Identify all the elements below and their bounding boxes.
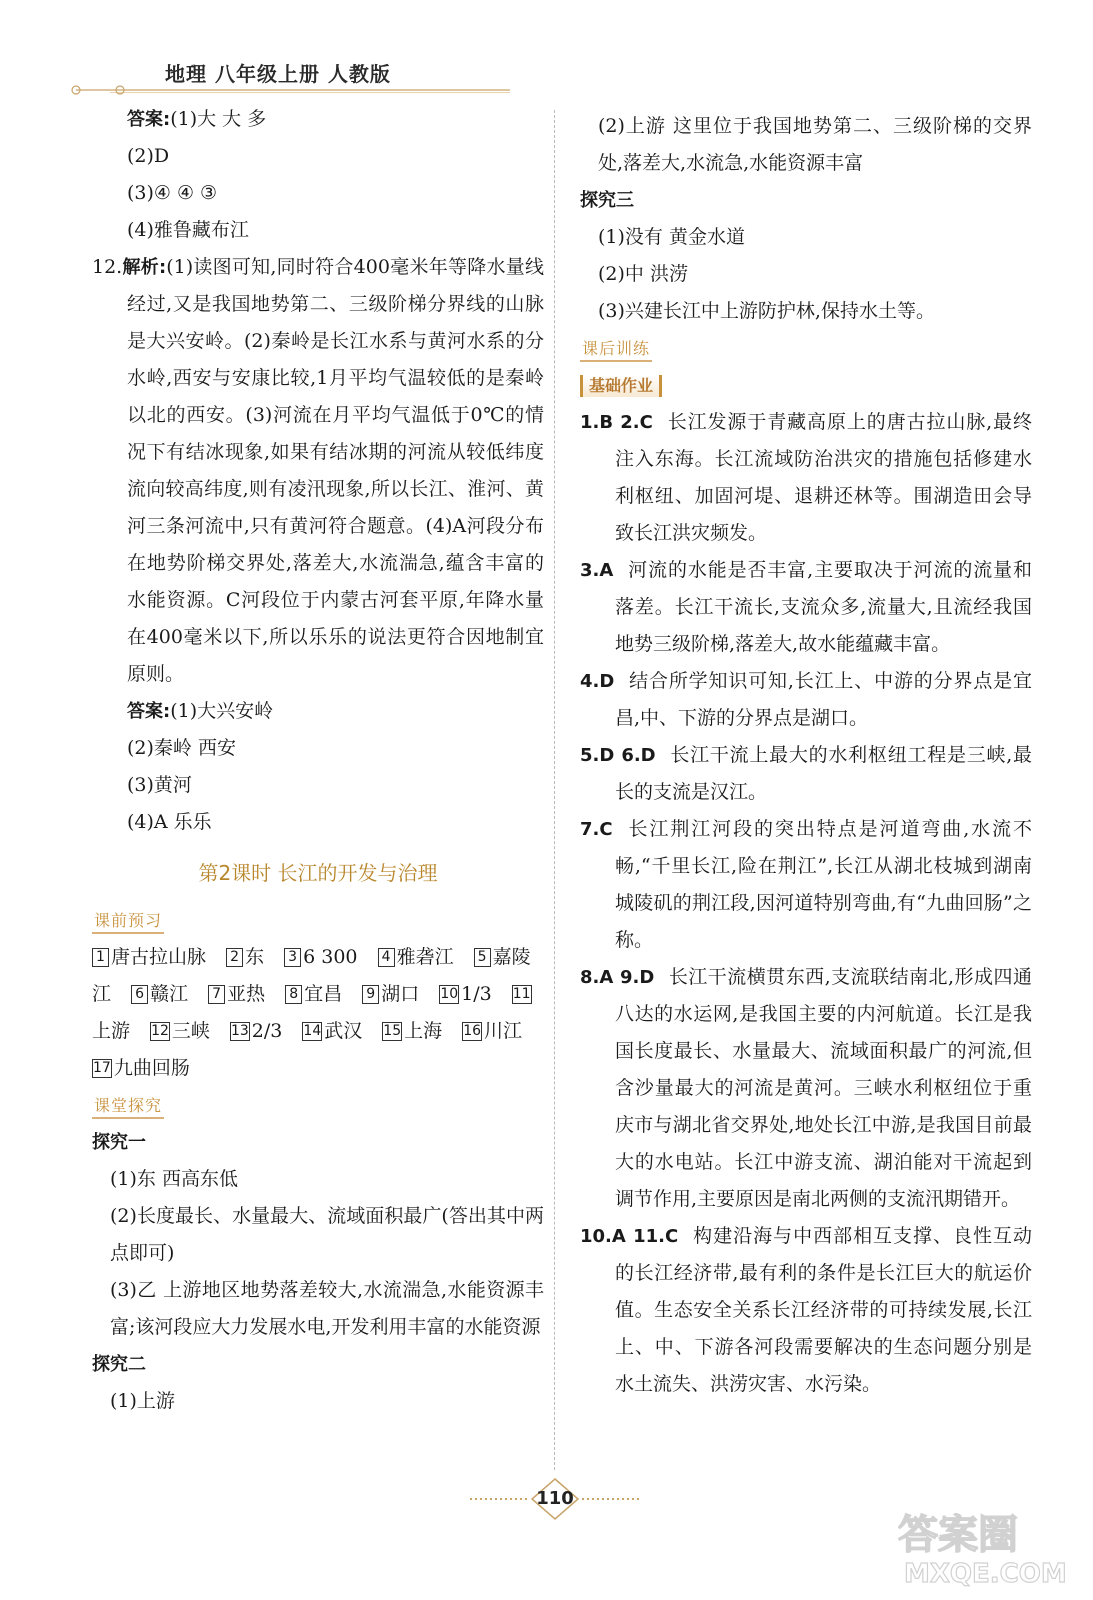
exercise-explanation: 长江发源于青藏高原上的唐古拉山脉,最终注入东海。长江流域防治洪灾的措施包括修建水利枢纽、加固河堤、退耕还林等。围湖造田会导致长江洪灾频发。 <box>615 411 1032 544</box>
answer-line: (2)D <box>127 145 170 167</box>
exercise-explanation: 长江荆江河段的突出特点是河道弯曲,水流不畅,“千里长江,险在荆江”,长江从湖北枝城到湖南城陵矶的荆江段,因河道特别弯曲,有“九曲回肠”之称。 <box>615 818 1032 951</box>
analysis-text: (1)读图可知,同时符合400毫米年等降水量线经过,又是我国地势第二、三级阶梯分界线的山脉是大兴安岭。(2)秦岭是长江水系与黄河水系的分水岭,西安与安康比较,1月平均气温较低的是秦岭以北的西安。(3)河流在月平均气温低于0℃的情况下有结冰现象,如果有结冰期的河流从较低纬度流向较高纬度,则有凌汛现象,所以长江、淮河、黄河三条河流中,只有黄河符合题意。(4)A河段分布在地势阶梯交界处,落差大,水流湍急,蕴含丰富的水能资源。C河段位于内蒙古河套平原,年降水量在400毫米以下,所以乐乐的说法更符合因地制宜原则。 <box>127 256 544 685</box>
answer-block-b <box>92 693 544 730</box>
exercise-answer-item <box>580 1218 1032 1403</box>
preview-answer-text: 唐古拉山脉 <box>111 946 207 968</box>
preview-answer-item <box>230 1020 282 1042</box>
answer-block-a <box>92 101 544 138</box>
blank-number-box: 15 <box>383 1023 402 1039</box>
exercise-explanation: 长江干流上最大的水利枢纽工程是三峡,最长的支流是汉江。 <box>615 744 1033 803</box>
section-tag-preview: 课前预习 <box>92 910 164 934</box>
preview-answer-item <box>92 1057 190 1079</box>
watermark-logo <box>898 1508 1068 1588</box>
exercise-answer-item <box>580 404 1032 552</box>
explore-2-answer: (1)上游 <box>110 1390 175 1412</box>
preview-answer-item <box>92 946 206 968</box>
preview-answer-text: 雅砻江 <box>396 946 454 968</box>
preview-answer-text: 三峡 <box>171 1020 210 1042</box>
blank-number-box: 11 <box>512 986 531 1002</box>
preview-answer-text: 上海 <box>404 1020 443 1042</box>
explore-1-answer: (2)长度最长、水量最大、流域面积最广(答出其中两点即可) <box>110 1205 544 1264</box>
explore-1-answer: (3)乙 上游地区地势落差较大,水流湍急,水能资源丰富;该河段应大力发展水电,开发利用丰富的水能资源 <box>110 1279 544 1338</box>
explore-1-title: 探究一 <box>92 1132 146 1153</box>
section-tag-class: 课堂探究 <box>92 1095 164 1119</box>
blank-number-box: 7 <box>208 985 225 1004</box>
answer-label: 答案: <box>127 109 171 130</box>
column-divider <box>554 110 555 1470</box>
exercise-key: 7.C <box>580 819 613 840</box>
question-number: 12. <box>92 256 123 278</box>
exercise-explanation: 结合所学知识可知,长江上、中游的分界点是宜昌,中、下游的分界点是湖口。 <box>615 670 1032 729</box>
blank-number-box: 13 <box>230 1023 249 1039</box>
exercise-explanation: 河流的水能是否丰富,主要取决于河流的流量和落差。长江干流长,支流众多,流量大,且流经我国地势三级阶梯,落差大,故水能蕴藏丰富。 <box>615 559 1032 655</box>
exercise-explanation: 构建沿海与中西部相互支撑、良性互动的长江经济带,最有利的条件是长江巨大的航运价值。生态安全关系长江经济带的可持续发展,长江上、中、下游各河段需要解决的生态问题分别是水土流失、洪涝灾害、水污染。 <box>615 1225 1032 1395</box>
preview-answer-text: 上游 <box>92 1020 131 1042</box>
exercise-key: 1.B 2.C <box>580 412 653 433</box>
preview-answer-text: 嘉陵江 <box>92 946 531 1005</box>
explore-3-answer: (3)兴建长江中上游防护林,保持水土等。 <box>598 300 935 322</box>
blank-number-box: 1 <box>92 948 109 967</box>
preview-answer-item <box>302 1020 362 1042</box>
preview-answer-list <box>92 939 544 1087</box>
exercise-explanation: 长江干流横贯东西,支流联结南北,形成四通八达的水运网,是我国主要的内河航道。长江是我国长度最长、水量最大、流域面积最广的河流,但含沙量最大的河流是黄河。三峡水利枢纽位于重庆市与湖北省交界处,地处长江中游,是我国目前最大的水电站。长江中游支流、湖泊能对干流起到调节作用,主要原因是南北两侧的支流汛期错开。 <box>615 966 1032 1210</box>
explore-3-answer: (1)没有 黄金水道 <box>598 226 745 248</box>
blank-number-box: 8 <box>285 985 302 1004</box>
svg-text:MXQE.COM: MXQE.COM <box>904 1559 1067 1588</box>
preview-answer-item <box>382 1020 442 1042</box>
preview-answer-text: 2/3 <box>251 1020 283 1042</box>
blank-number-box: 9 <box>362 985 379 1004</box>
section-tag-after-class: 课后训练 <box>580 338 652 362</box>
blank-number-box: 14 <box>303 1023 322 1039</box>
question-12-analysis <box>92 249 544 693</box>
exercise-answer-list <box>580 404 1032 1403</box>
exercise-answer-item <box>580 663 1032 737</box>
answer-line: (1)大兴安岭 <box>170 700 274 722</box>
preview-answer-text: 6 300 <box>303 946 358 968</box>
answer-line: (4)雅鲁藏布江 <box>127 219 249 241</box>
blank-number-box: 6 <box>131 985 148 1004</box>
preview-answer-text: 赣江 <box>150 983 189 1005</box>
blank-number-box: 16 <box>463 1023 482 1039</box>
preview-answer-text: 武汉 <box>324 1020 363 1042</box>
blank-number-box: 4 <box>378 948 395 967</box>
exercise-key: 3.A <box>580 560 614 581</box>
left-column <box>92 101 544 1420</box>
page-number: 110 <box>536 1488 574 1509</box>
right-column <box>580 108 1032 1403</box>
preview-answer-item <box>439 983 491 1005</box>
explore-1-answer: (1)东 西高东低 <box>110 1168 238 1190</box>
preview-answer-text: 湖口 <box>381 983 420 1005</box>
blank-number-box: 17 <box>93 1060 111 1076</box>
preview-answer-text: 东 <box>245 946 265 968</box>
blank-number-box: 3 <box>284 948 301 967</box>
header-decoration <box>70 84 510 96</box>
preview-answer-item <box>208 983 265 1005</box>
exercise-answer-item <box>580 959 1032 1218</box>
preview-answer-text: 亚热 <box>227 983 266 1005</box>
preview-answer-text: 九曲回肠 <box>113 1057 190 1079</box>
answer-line: (3)④ ④ ③ <box>127 182 218 204</box>
svg-text:答案圈: 答案圈 <box>898 1512 1018 1558</box>
exercise-key: 5.D 6.D <box>580 745 656 766</box>
preview-answer-text: 川江 <box>484 1020 523 1042</box>
answer-line: (4)A 乐乐 <box>127 811 212 833</box>
exercise-answer-item <box>580 552 1032 663</box>
preview-answer-item <box>285 983 342 1005</box>
preview-answer-item <box>284 946 357 968</box>
exercise-key: 8.A 9.D <box>580 967 655 988</box>
preview-answer-text: 宜昌 <box>304 983 343 1005</box>
explore-2-answer: (2)上游 这里位于我国地势第二、三级阶梯的交界处,落差大,水流急,水能资源丰富 <box>598 115 1032 174</box>
explore-3-answer: (2)中 洪涝 <box>598 263 688 285</box>
explore-3-title: 探究三 <box>580 190 634 211</box>
preview-answer-item <box>378 946 454 968</box>
blank-number-box: 12 <box>151 1023 169 1039</box>
answer-line: (1)大 大 多 <box>170 108 267 130</box>
answer-label: 答案: <box>127 701 171 722</box>
preview-answer-text: 1/3 <box>461 983 492 1005</box>
analysis-label: 解析: <box>122 257 167 278</box>
lesson-title: 第2课时 长江的开发与治理 <box>198 861 438 885</box>
blank-number-box: 10 <box>440 986 459 1002</box>
preview-answer-item <box>226 946 264 968</box>
preview-answer-item <box>131 983 188 1005</box>
exercise-answer-item <box>580 811 1032 959</box>
section-tag-basic: 基础作业 <box>580 375 662 397</box>
exercise-key: 10.A 11.C <box>580 1226 679 1247</box>
answer-line: (3)黄河 <box>127 774 192 796</box>
blank-number-box: 2 <box>226 948 243 967</box>
answer-line: (2)秦岭 西安 <box>127 737 236 759</box>
explore-2-title: 探究二 <box>92 1354 146 1375</box>
page-header-title: 地理 八年级上册 人教版 <box>165 62 391 86</box>
preview-answer-item <box>362 983 419 1005</box>
blank-number-box: 5 <box>474 948 491 967</box>
preview-answer-item <box>462 1020 522 1042</box>
preview-answer-item <box>150 1020 210 1042</box>
exercise-key: 4.D <box>580 671 615 692</box>
exercise-answer-item <box>580 737 1032 811</box>
